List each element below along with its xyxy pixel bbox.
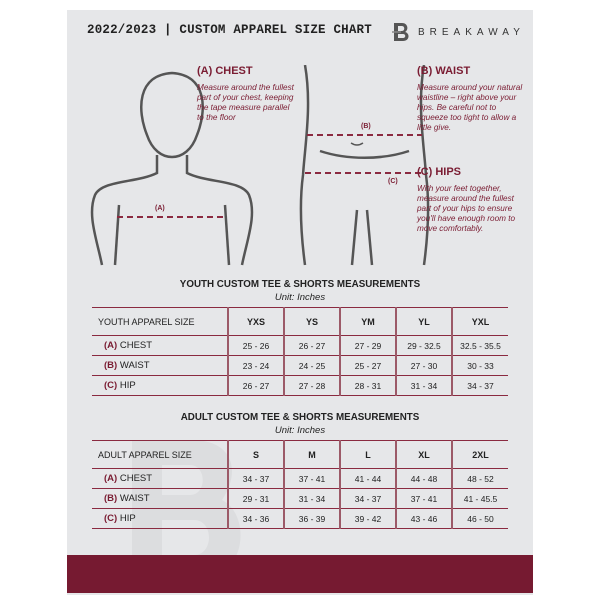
measurement-label	[92, 509, 228, 529]
hips-heading: (C) HIPS	[417, 166, 461, 178]
hips-marker: (C)	[388, 178, 398, 185]
table-row	[92, 469, 508, 489]
size-column-header: YXL	[452, 308, 508, 336]
size-column-header: 2XL	[452, 441, 508, 469]
size-header: ADULT APPAREL SIZE	[92, 441, 228, 469]
measurement-value: 32.5 - 35.5	[452, 336, 508, 356]
size-header: YOUTH APPAREL SIZE	[92, 308, 228, 336]
measurement-value: 34 - 37	[452, 376, 508, 396]
waist-marker: (B)	[361, 123, 371, 130]
measurement-letter: (C)	[104, 380, 118, 391]
measurement-label	[92, 469, 228, 489]
measurement-value: 37 - 41	[284, 469, 340, 489]
measurement-value: 28 - 31	[340, 376, 396, 396]
measurement-name: WAIST	[119, 360, 150, 371]
table-header-row	[92, 441, 508, 469]
measurement-value: 27 - 29	[340, 336, 396, 356]
adult-unit: Unit: Inches	[274, 425, 326, 436]
table-header-row	[92, 308, 508, 336]
table-row	[92, 356, 508, 376]
measurement-value: 27 - 30	[396, 356, 452, 376]
measurement-letter: (A)	[104, 473, 118, 484]
table-row	[92, 376, 508, 396]
brand-logo-icon	[392, 21, 410, 43]
hips-description: With your feet together, measure around the fullest part of your hips to ensure you'll have enough room to move comfortably.	[417, 184, 516, 233]
brand-name: BREAKAWAY	[418, 26, 525, 38]
measurement-label	[92, 336, 228, 356]
adult-section-title: ADULT CUSTOM TEE & SHORTS MEASUREMENTS	[180, 412, 420, 423]
waist-description: Measure around your natural waistline – right above your hips. Be careful not to squeeze too tight to allow a little give.	[417, 83, 523, 132]
table-row	[92, 336, 508, 356]
measurement-value: 41 - 44	[340, 469, 396, 489]
size-column-header: YS	[284, 308, 340, 336]
measurement-name: CHEST	[119, 473, 153, 484]
measurement-value: 29 - 31	[228, 489, 284, 509]
measurement-value: 29 - 32.5	[396, 336, 452, 356]
measurement-letter: (B)	[104, 493, 118, 504]
measurement-value: 24 - 25	[284, 356, 340, 376]
measurement-letter: (C)	[104, 513, 118, 524]
adult-size-table	[92, 440, 508, 529]
chest-description: Measure around the fullest part of your chest, keeping the tape measure parallel to the floor	[197, 83, 294, 122]
youth-unit: Unit: Inches	[274, 292, 326, 303]
measurement-name: WAIST	[119, 493, 150, 504]
measurement-value: 25 - 26	[228, 336, 284, 356]
measurement-value: 23 - 24	[228, 356, 284, 376]
measurement-value: 43 - 46	[396, 509, 452, 529]
measurement-value: 41 - 45.5	[452, 489, 508, 509]
measurement-name: HIP	[119, 380, 136, 391]
youth-size-table	[92, 307, 508, 396]
measurement-value: 37 - 41	[396, 489, 452, 509]
size-column-header: S	[228, 441, 284, 469]
size-column-header: L	[340, 441, 396, 469]
measurement-value: 31 - 34	[284, 489, 340, 509]
measurement-value: 27 - 28	[284, 376, 340, 396]
measurement-letter: (A)	[104, 340, 118, 351]
brand-logo	[392, 21, 525, 43]
measurement-value: 34 - 37	[228, 469, 284, 489]
table-row	[92, 509, 508, 529]
measurement-name: HIP	[119, 513, 136, 524]
measurement-name: CHEST	[119, 340, 153, 351]
footer-band	[67, 555, 533, 593]
measurement-value: 48 - 52	[452, 469, 508, 489]
measurement-value: 25 - 27	[340, 356, 396, 376]
page-title: 2022/2023 | CUSTOM APPAREL SIZE CHART	[87, 23, 372, 37]
measurement-label	[92, 489, 228, 509]
size-column-header: YXS	[228, 308, 284, 336]
measurement-value: 26 - 27	[228, 376, 284, 396]
measurement-value: 44 - 48	[396, 469, 452, 489]
chest-heading: (A) CHEST	[197, 65, 253, 77]
chest-marker: (A)	[155, 205, 165, 212]
measurement-value: 30 - 33	[452, 356, 508, 376]
measurement-letter: (B)	[104, 360, 118, 371]
waist-heading: (B) WAIST	[417, 65, 471, 77]
measurement-value: 34 - 37	[340, 489, 396, 509]
measurement-label	[92, 376, 228, 396]
size-chart-panel	[67, 10, 533, 595]
size-column-header: YM	[340, 308, 396, 336]
measurement-value: 36 - 39	[284, 509, 340, 529]
measurement-label	[92, 356, 228, 376]
size-column-header: M	[284, 441, 340, 469]
youth-section-title: YOUTH CUSTOM TEE & SHORTS MEASUREMENTS	[179, 279, 421, 290]
table-row	[92, 489, 508, 509]
measurement-value: 46 - 50	[452, 509, 508, 529]
measurement-value: 31 - 34	[396, 376, 452, 396]
size-column-header: YL	[396, 308, 452, 336]
measurement-value: 26 - 27	[284, 336, 340, 356]
measurement-value: 34 - 36	[228, 509, 284, 529]
measurement-value: 39 - 42	[340, 509, 396, 529]
size-column-header: XL	[396, 441, 452, 469]
